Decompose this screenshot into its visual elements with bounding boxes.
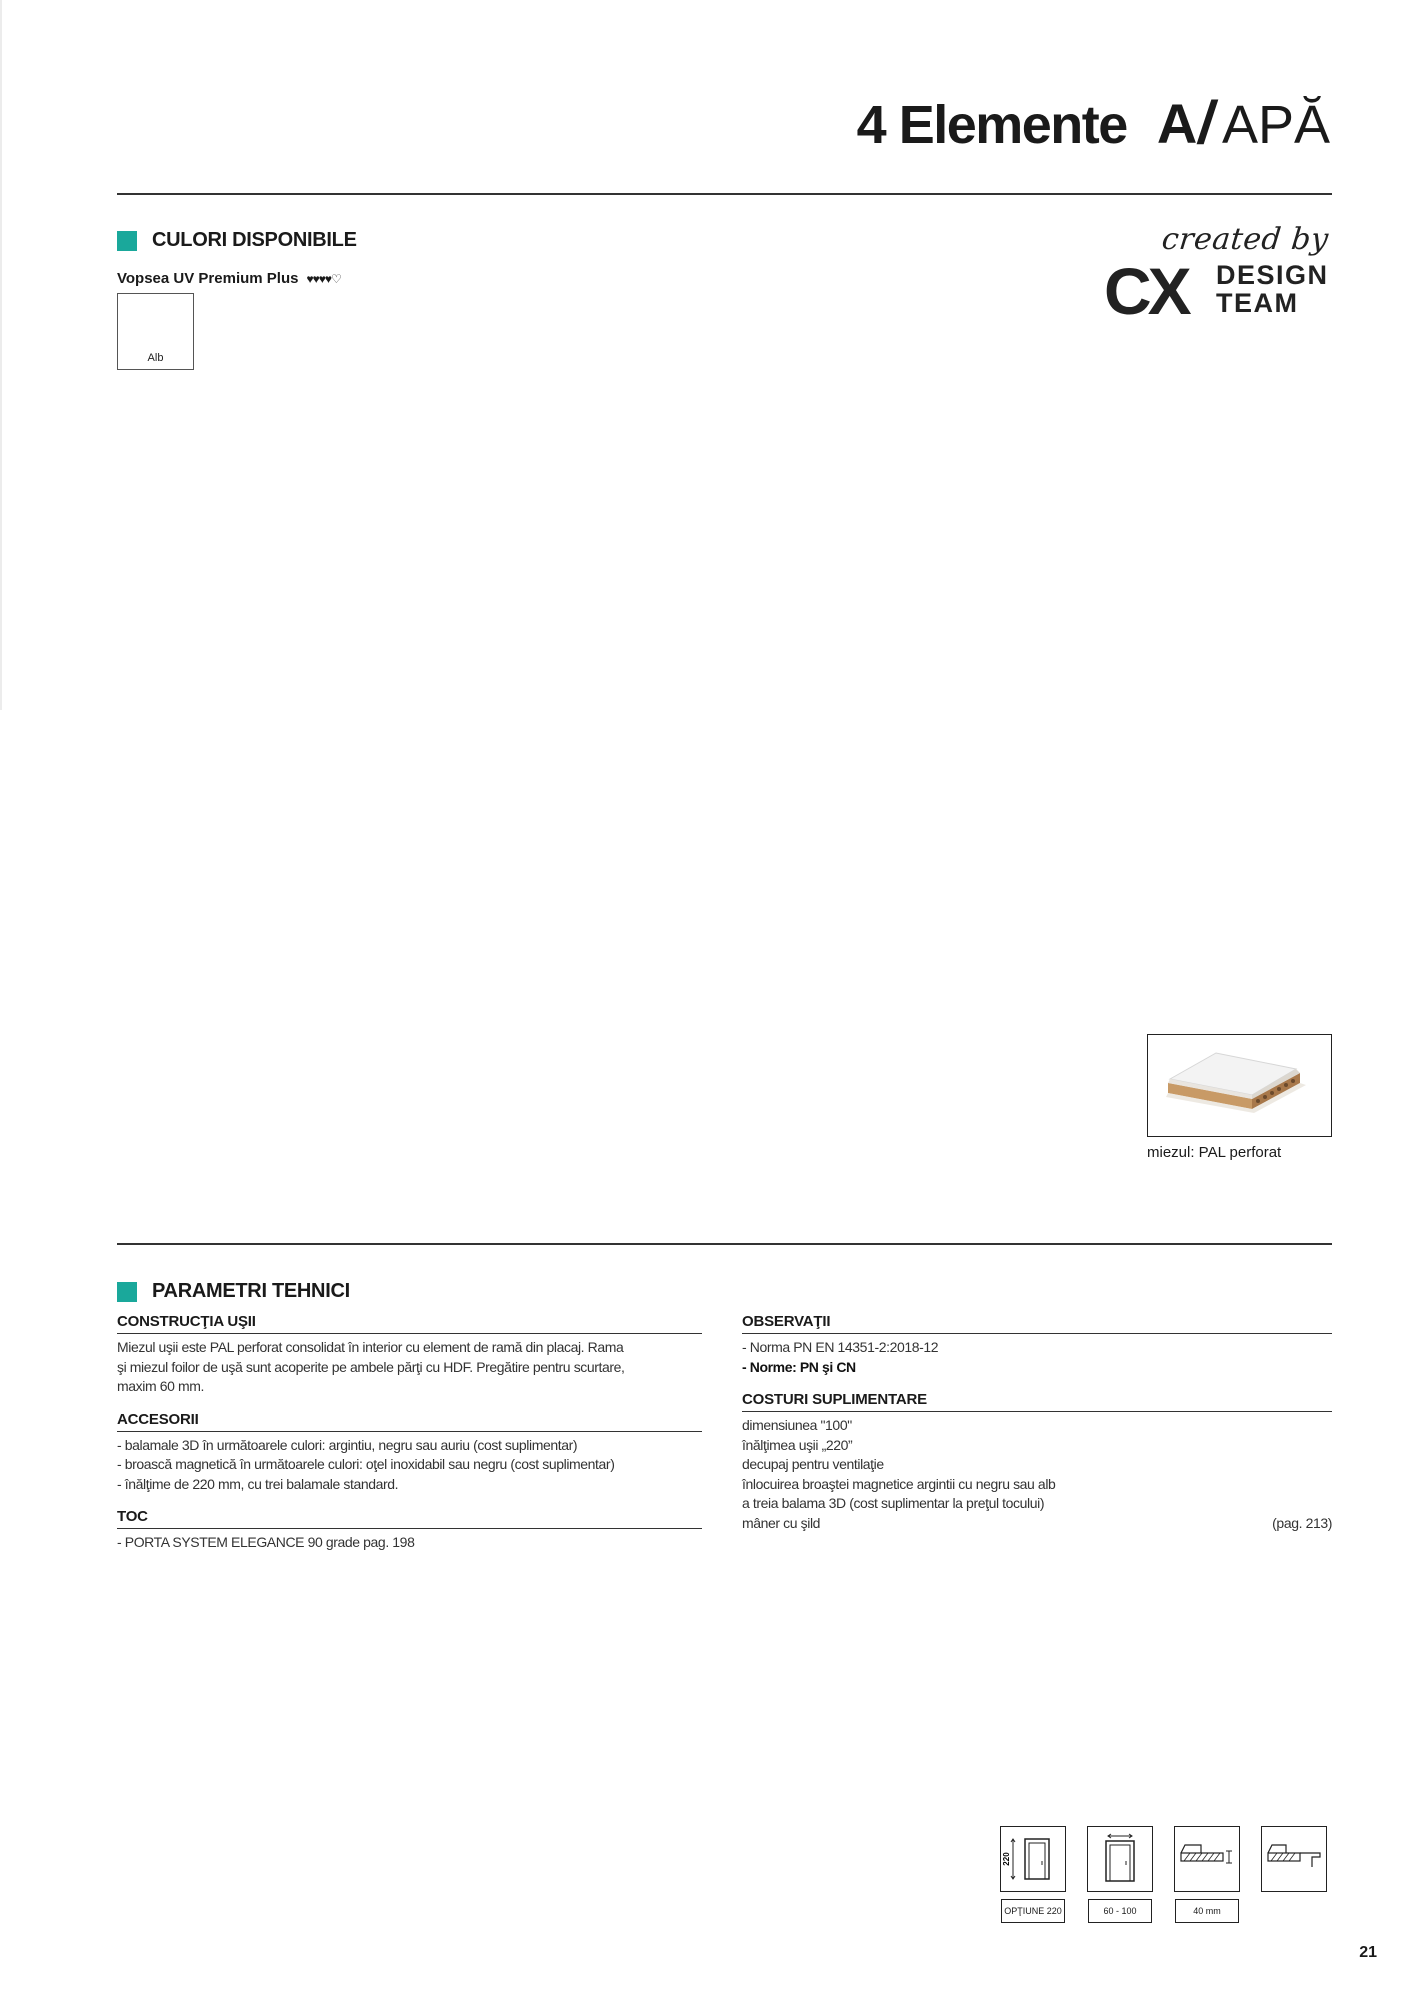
accessory-line: - înălţime de 220 mm, cu trei balamale standard. — [117, 1475, 399, 1492]
icon-rebate-profile — [1261, 1826, 1327, 1892]
page-reference: (pag. 213) — [1272, 1514, 1332, 1531]
extra-cost-line: a treia balama 3D (cost suplimentar la preţul tocului) — [742, 1495, 1045, 1511]
cx-design-team-logo — [1104, 222, 1334, 328]
observation-line-bold — [742, 1358, 1332, 1378]
tech-section-header — [117, 1280, 350, 1303]
series-slash: / — [1194, 89, 1221, 156]
page-edge — [0, 0, 2, 710]
rating-hearts-icon: ♥♥♥♥♡ — [306, 271, 341, 286]
series-code: A — [1156, 92, 1198, 155]
rebate-profile-icon — [1261, 1826, 1327, 1892]
section-marker-icon — [117, 1282, 137, 1302]
extra-cost-line: decupaj pentru ventilaţie — [742, 1456, 884, 1472]
top-divider — [117, 193, 1332, 195]
construction-line: Miezul uşii este PAL perforat consolidat în interior cu element de ramă din placaj. Rama — [117, 1339, 624, 1355]
width-range-icon — [1087, 1826, 1153, 1892]
core-illustration — [1147, 1034, 1332, 1137]
extra-cost-line: înălţimea uşii „220” — [742, 1436, 853, 1453]
accessory-line: - balamale 3D în următoarele culori: argintiu, negru sau auriu (cost suplimentar) — [117, 1436, 578, 1453]
frame-line: - PORTA SYSTEM ELEGANCE 90 grade pag. 198 — [117, 1534, 415, 1550]
core-cross-section-icon — [1148, 1035, 1330, 1135]
accessory-line: - broască magnetică în următoarele culori: oţel inoxidabil sau negru (cost suplimentar) — [117, 1456, 615, 1472]
accessories-text — [117, 1436, 702, 1495]
extra-cost-line: mâner cu şild — [742, 1514, 821, 1531]
product-name: 4 Elemente — [856, 95, 1127, 155]
icon-height-option — [1000, 1826, 1066, 1923]
observations-title: OBSERVAŢII — [742, 1313, 1332, 1334]
paint-type — [117, 270, 341, 287]
icon-width-range — [1087, 1826, 1153, 1923]
extra-cost-line: înlocuirea broaştei magnetice argintii cu negru sau alb — [742, 1475, 1056, 1492]
extra-cost-last-row — [742, 1514, 1332, 1534]
construction-title: CONSTRUCŢIA UŞII — [117, 1313, 702, 1334]
extra-costs-title: COSTURI SUPLIMENTARE — [742, 1391, 1332, 1412]
construction-line: maxim 60 mm. — [117, 1378, 204, 1394]
paint-label: Vopsea UV Premium Plus — [117, 270, 299, 287]
section-marker-icon — [117, 231, 137, 251]
page-number: 21 — [1359, 1944, 1377, 1961]
construction-text — [117, 1338, 702, 1397]
logo-line-1: DESIGN — [1216, 260, 1329, 290]
icon-thickness — [1174, 1826, 1240, 1923]
thickness-icon — [1174, 1826, 1240, 1892]
colors-section-header — [117, 229, 357, 252]
frame-title: TOC — [117, 1508, 702, 1529]
page-title — [857, 88, 1330, 157]
height-option-label: OPŢIUNE 220 — [1001, 1899, 1065, 1923]
thickness-label: 40 mm — [1175, 1899, 1239, 1923]
colors-section-title: CULORI DISPONIBILE — [152, 229, 357, 251]
height-value: 220 — [1002, 1852, 1011, 1866]
logo-mark: CX — [1104, 254, 1188, 328]
series-name: APĂ — [1221, 95, 1330, 155]
tech-section-title: PARAMETRI TEHNICI — [152, 1280, 350, 1302]
accessories-title: ACCESORII — [117, 1411, 702, 1432]
swatch-label: Alb — [147, 352, 164, 364]
logo-line-2: TEAM — [1216, 288, 1299, 318]
tech-right-column — [742, 1313, 1332, 1533]
observations-text — [742, 1338, 1332, 1377]
extra-cost-line: dimensiunea "100" — [742, 1417, 852, 1433]
tech-left-column — [117, 1313, 702, 1553]
frame-text — [117, 1533, 702, 1553]
height-option-icon — [1000, 1826, 1066, 1892]
width-range-label: 60 - 100 — [1088, 1899, 1152, 1923]
construction-line: şi miezul foilor de uşă sunt acoperite pe ambele părţi cu HDF. Pregătire pentru scurtare, — [117, 1358, 625, 1375]
middle-divider — [117, 1243, 1332, 1245]
extra-costs-text — [742, 1416, 1332, 1533]
observation-bold-text: - Norme: PN şi CN — [742, 1358, 856, 1375]
observation-line: - Norma PN EN 14351-2:2018-12 — [742, 1339, 939, 1355]
core-caption: miezul: PAL perforat — [1147, 1144, 1282, 1161]
logo-script-text: created by — [1159, 222, 1330, 257]
color-swatch-alb[interactable] — [117, 293, 194, 370]
